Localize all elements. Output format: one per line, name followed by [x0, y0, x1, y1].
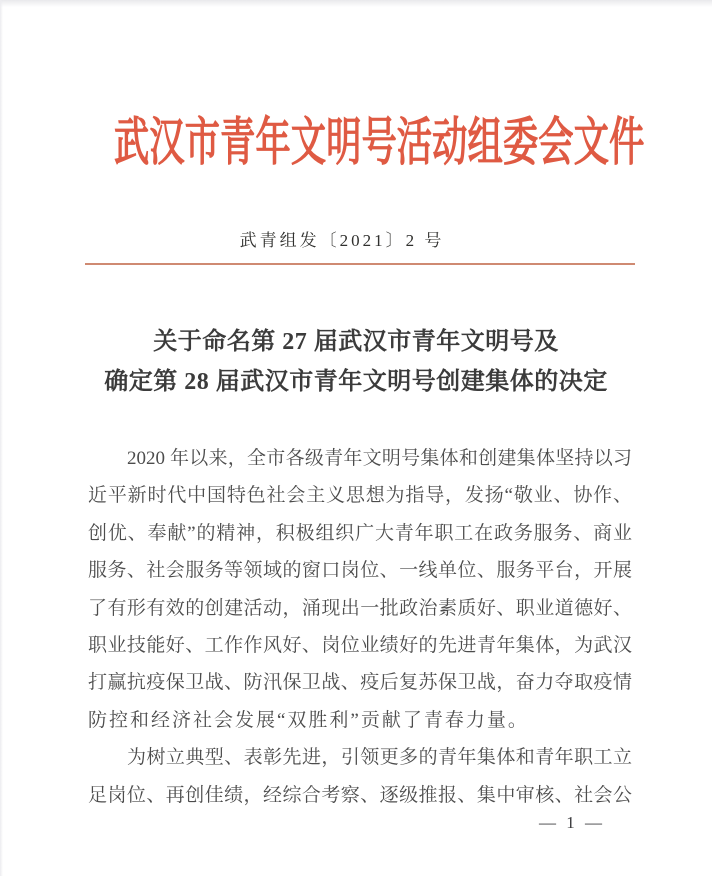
body-line: 打赢抗疫保卫战、防汛保卫战、疫后复苏保卫战，奋力夺取疫情 — [88, 672, 632, 694]
scan-edge-top — [0, 0, 712, 7]
document-title-line2: 确定第 28 届武汉市青年文明号创建集体的决定 — [104, 369, 608, 395]
document-title — [0, 322, 712, 402]
body-line: 了有形有效的创建活动，涌现出一批政治素质好、职业道德好、 — [88, 597, 632, 619]
body-line: 近平新时代中国特色社会主义思想为指导，发扬“敬业、协作、 — [88, 485, 632, 507]
page-number: — 1 — — [539, 813, 605, 832]
body-line: 为树立典型、表彰先进，引领更多的青年集体和青年职工立 — [127, 747, 632, 769]
document-masthead-title: 武汉市青年文明号活动组委会文件 — [113, 115, 645, 172]
document-body — [88, 440, 632, 814]
scan-edge-left — [0, 0, 3, 876]
body-line: 创优、奉献”的精神，积极组织广大青年职工在政务服务、商业 — [88, 522, 632, 544]
body-line: 足岗位、再创佳绩，经综合考察、逐级推报、集中审核、社会公 — [88, 784, 632, 806]
body-line: 防控和经济社会发展“双胜利”贡献了青春力量。 — [88, 709, 529, 731]
body-line: 2020 年以来，全市各级青年文明号集体和创建集体坚持以习 — [127, 448, 632, 469]
red-divider-rule — [85, 263, 635, 265]
document-reference-number: 武青组发〔2021〕2 号 — [239, 231, 445, 250]
body-line: 服务、社会服务等领域的窗口岗位、一线单位、服务平台，开展 — [88, 560, 632, 582]
body-line: 职业技能好、工作作风好、岗位业绩好的先进青年集体，为武汉 — [88, 634, 632, 656]
document-title-line1: 关于命名第 27 届武汉市青年文明号及 — [153, 329, 559, 355]
